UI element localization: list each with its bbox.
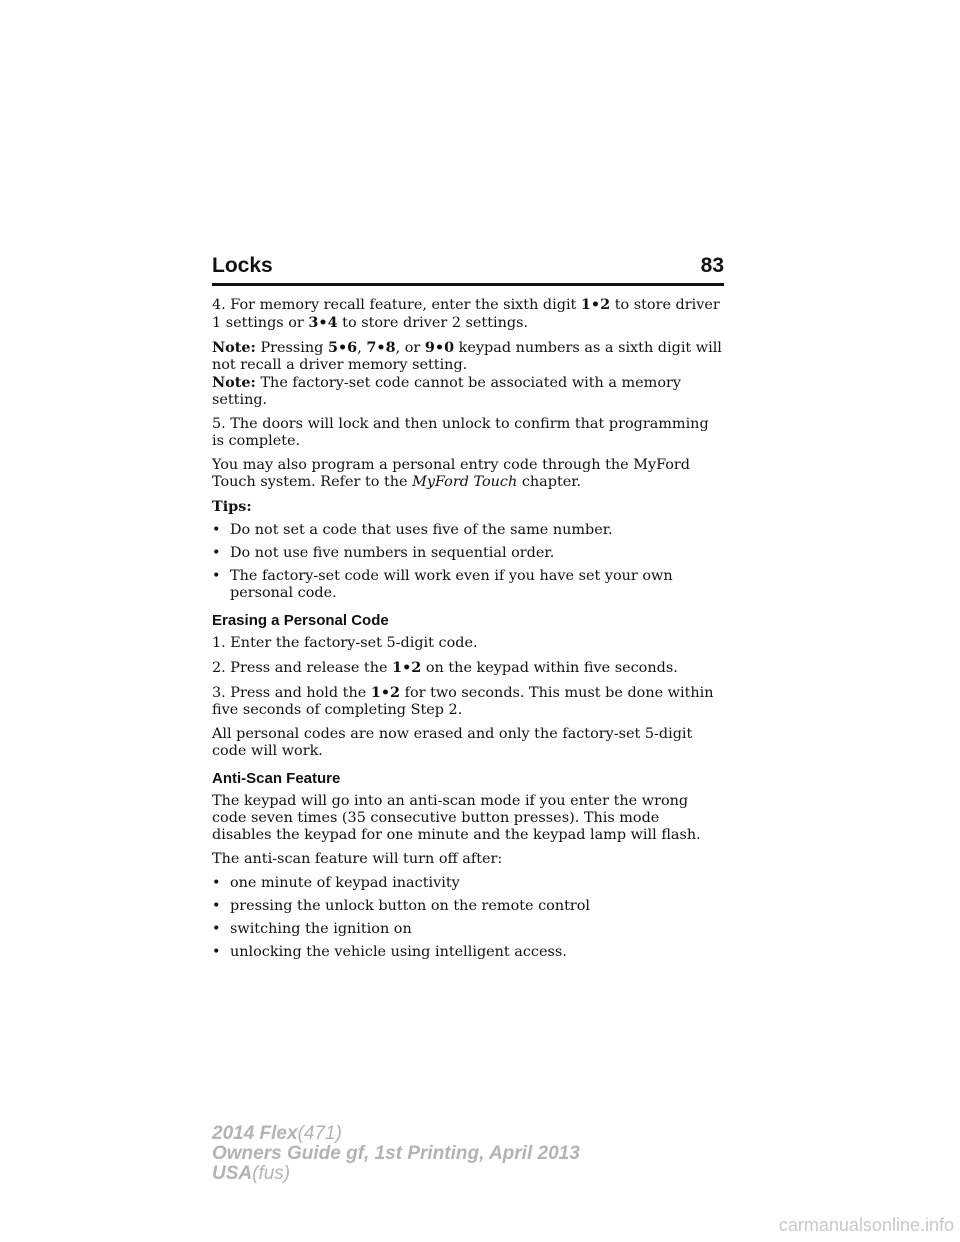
footer-region-line: USA(fus) <box>212 1163 291 1184</box>
tips-list <box>212 522 722 602</box>
list-item: • Do not use five numbers in sequential order. <box>212 545 555 561</box>
tips-heading: Tips: <box>212 498 252 515</box>
bullet-icon: • <box>212 921 221 937</box>
page-content <box>212 296 722 968</box>
key-1-2: 1•2 <box>580 296 611 313</box>
list-item: • The factory-set code will work even if you have set your own personal code. <box>212 568 673 601</box>
erasing-step-1: 1. Enter the factory-set 5-digit code. <box>212 635 478 651</box>
myford-paragraph: You may also program a personal entry code through the MyFord Touch system. Refer to the MyFord Touch chapter. <box>212 457 691 490</box>
erasing-heading: Erasing a Personal Code <box>212 612 389 629</box>
list-item: • Do not set a code that uses five of the same number. <box>212 522 613 538</box>
page-number: 83 <box>700 254 724 277</box>
page-header <box>212 254 724 278</box>
bullet-icon: • <box>212 522 221 538</box>
myford-touch-reference: MyFord Touch <box>412 474 518 490</box>
footer-model-line: 2014 Flex(471) <box>212 1123 342 1144</box>
bullet-icon: • <box>212 875 221 891</box>
erasing-step-3: 3. Press and hold the 1•2 for two seconds. This must be done within five seconds of completing Step 2. <box>212 684 714 718</box>
note-label: Note: <box>212 374 256 391</box>
note-label: Note: <box>212 339 256 356</box>
note-factory-code: Note: The factory-set code cannot be associated with a memory setting. <box>212 374 681 408</box>
notes-block <box>212 339 722 409</box>
step-4-paragraph: 4. For memory recall feature, enter the sixth digit 1•2 to store driver 1 settings or 3•4 to store driver 2 settings. <box>212 296 720 331</box>
erasing-step-2: 2. Press and release the 1•2 on the keypad within five seconds. <box>212 659 678 676</box>
bullet-icon: • <box>212 898 221 914</box>
header-rule <box>212 283 724 286</box>
watermark: carmanualsonline.info <box>778 1215 954 1235</box>
list-item: • unlocking the vehicle using intelligent access. <box>212 944 567 960</box>
note-keypad-numbers: Note: Pressing 5•6, 7•8, or 9•0 keypad numbers as a sixth digit will not recall a driver memory setting. <box>212 339 722 373</box>
section-title: Locks <box>212 254 273 277</box>
footer-guide-line: Owners Guide gf, 1st Printing, April 2013 <box>212 1143 580 1164</box>
list-item: • one minute of keypad inactivity <box>212 875 460 891</box>
step-5-paragraph: 5. The doors will lock and then unlock to confirm that programming is complete. <box>212 416 709 449</box>
anti-scan-heading: Anti-Scan Feature <box>212 770 341 787</box>
erasing-result: All personal codes are now erased and only the factory-set 5-digit code will work. <box>212 726 693 759</box>
bullet-icon: • <box>212 568 221 584</box>
list-item: • pressing the unlock button on the remote control <box>212 898 591 914</box>
document-footer <box>212 1124 580 1184</box>
anti-scan-description: The keypad will go into an anti-scan mode if you enter the wrong code seven times (35 consecutive button presses). This mode disables the keypad for one minute and the keypad lamp will flash. <box>212 793 701 843</box>
anti-scan-list <box>212 875 722 961</box>
bullet-icon: • <box>212 944 221 960</box>
anti-scan-turn-off-intro: The anti-scan feature will turn off after: <box>212 851 503 867</box>
bullet-icon: • <box>212 545 221 561</box>
list-item: • switching the ignition on <box>212 921 412 937</box>
key-3-4: 3•4 <box>308 314 338 331</box>
